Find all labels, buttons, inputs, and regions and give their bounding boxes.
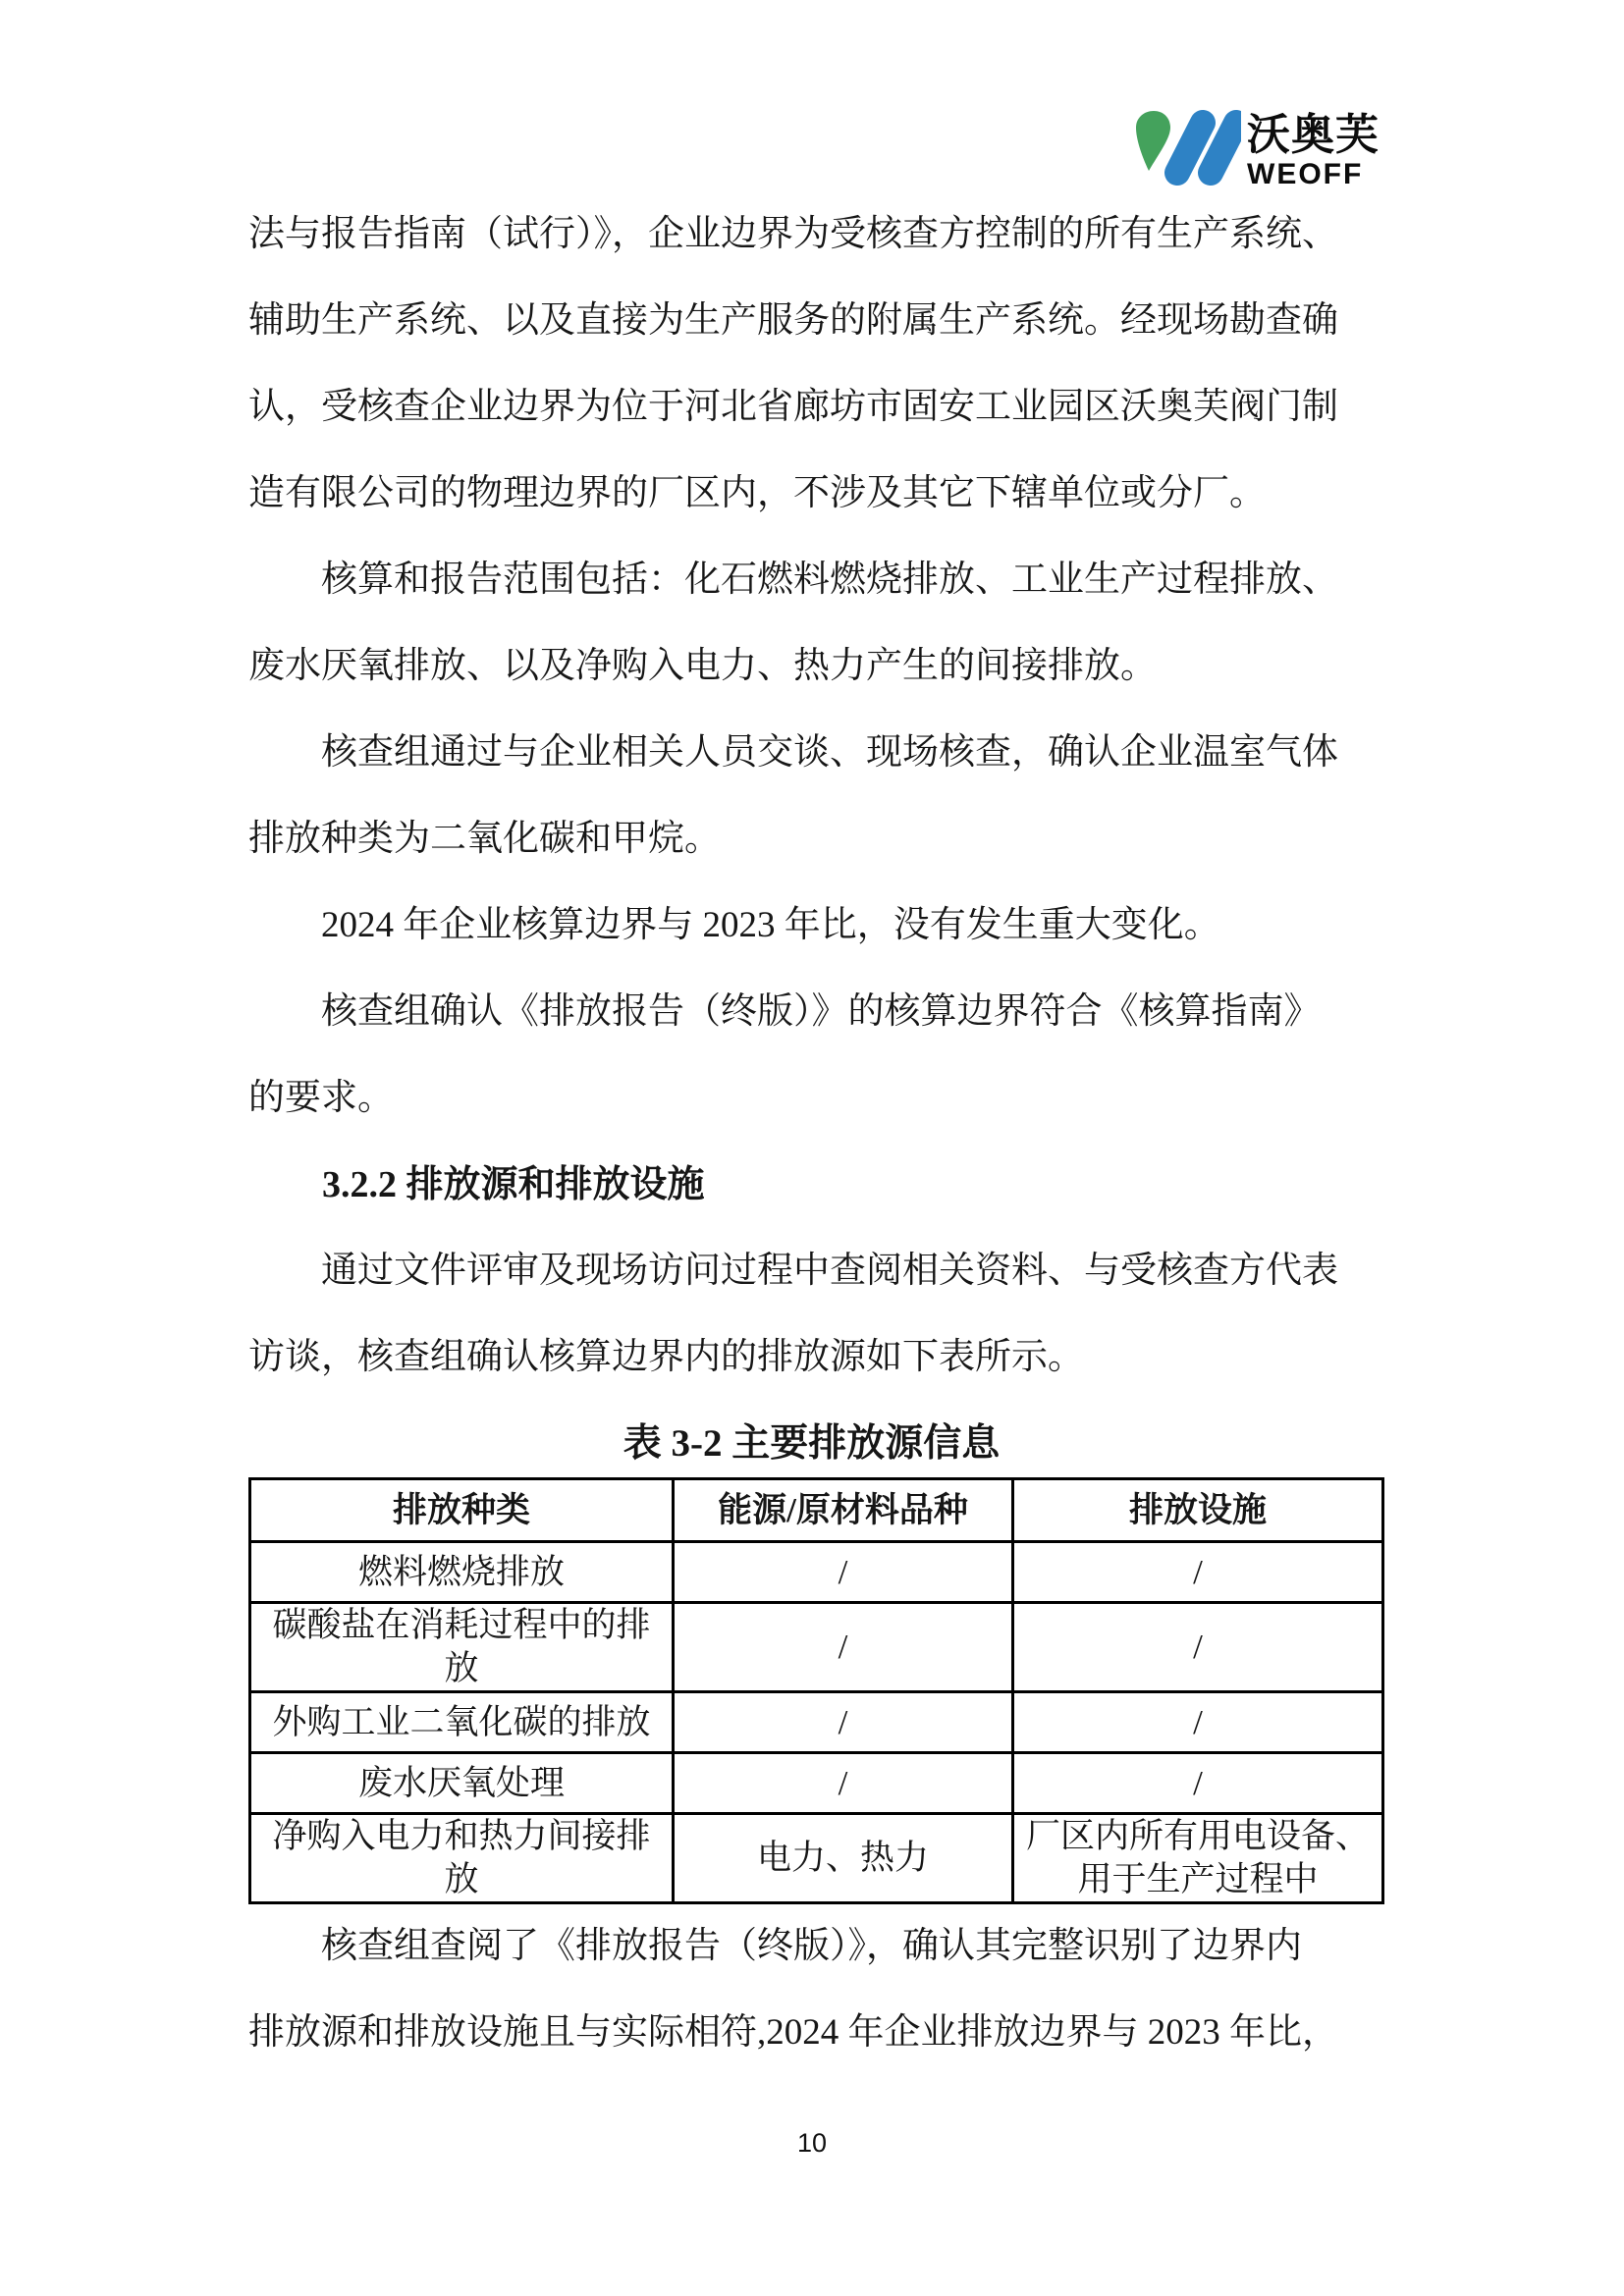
text-line: 核查组确认《排放报告（终版）》的核算边界符合《核算指南》 <box>321 991 1321 1032</box>
text-line: 通过文件评审及现场访问过程中查阅相关资料、与受核查方代表 <box>321 1251 1338 1291</box>
table-cell: / <box>674 1542 1013 1603</box>
table-row <box>250 1753 1383 1814</box>
text-line: 的要求。 <box>248 1078 394 1118</box>
table-cell: 碳酸盐在消耗过程中的排放 <box>250 1603 674 1692</box>
table-cell: 厂区内所有用电设备、用于生产过程中 <box>1013 1814 1383 1903</box>
paragraph-ghg-types <box>248 710 1375 882</box>
logo-green-drop <box>1136 111 1170 171</box>
table-row <box>250 1542 1383 1603</box>
paragraph-boundary-continuation <box>248 191 1375 537</box>
text-line: 核查组通过与企业相关人员交谈、现场核查，确认企业温室气体 <box>321 732 1338 773</box>
paragraph-boundary-confirm <box>248 969 1375 1142</box>
table-cell: / <box>1013 1692 1383 1753</box>
text-line: 访谈，核查组确认核算边界内的排放源如下表所示。 <box>248 1337 1084 1377</box>
table-cell: / <box>1013 1753 1383 1814</box>
table-row <box>250 1814 1383 1903</box>
table-cell: 外购工业二氧化碳的排放 <box>250 1692 674 1753</box>
table-row <box>250 1692 1383 1753</box>
table-header-cell: 排放设施 <box>1013 1479 1383 1542</box>
paragraph-scope <box>248 537 1375 710</box>
table-cell: 燃料燃烧排放 <box>250 1542 674 1603</box>
table-cell: 净购入电力和热力间接排放 <box>250 1814 674 1903</box>
text-line: 认，受核查企业边界为位于河北省廊坊市固安工业园区沃奥芙阀门制 <box>248 387 1338 427</box>
text-line: 排放源和排放设施且与实际相符,2024 年企业排放边界与 2023 年比， <box>248 2012 1338 2053</box>
logo-text <box>1247 111 1380 190</box>
text-line: 排放种类为二氧化碳和甲烷。 <box>248 819 721 859</box>
page-number: 10 <box>796 2128 828 2158</box>
text-line: 造有限公司的物理边界的厂区内，不涉及其它下辖单位或分厂。 <box>248 473 1266 513</box>
table-row <box>250 1603 1383 1692</box>
paragraph-closing <box>248 1903 1375 2076</box>
section-heading-322: 3.2.2 排放源和排放设施 <box>322 1164 705 1205</box>
table-header-cell: 排放种类 <box>250 1479 674 1542</box>
text-line: 废水厌氧排放、以及净购入电力、热力产生的间接排放。 <box>248 646 1157 686</box>
text-line: 辅助生产系统、以及直接为生产服务的附属生产系统。经现场勘查确 <box>248 300 1338 341</box>
table-cell: / <box>674 1753 1013 1814</box>
text-line: 核算和报告范围包括：化石燃料燃烧排放、工业生产过程排放、 <box>321 560 1338 600</box>
table-cell: / <box>1013 1603 1383 1692</box>
company-logo <box>1131 108 1380 190</box>
weoff-w-mark-icon <box>1131 108 1241 190</box>
paragraph-emission-sources <box>248 1228 1375 1401</box>
text-line: 2024 年企业核算边界与 2023 年比，没有发生重大变化。 <box>321 905 1220 945</box>
text-line: 核查组查阅了《排放报告（终版）》，确认其完整识别了边界内 <box>321 1926 1302 1966</box>
brand-name-english: WEOFF <box>1247 158 1364 190</box>
table-body <box>250 1542 1383 1903</box>
emission-sources-table <box>248 1477 1384 1904</box>
body-text <box>248 191 1375 1487</box>
table-cell: / <box>674 1692 1013 1753</box>
brand-name-chinese: 沃奥芙 <box>1247 111 1380 159</box>
table-header-cell: 能源/原材料品种 <box>674 1479 1013 1542</box>
table-cell: 电力、热力 <box>674 1814 1013 1903</box>
table-header-row <box>250 1479 1383 1542</box>
table-caption: 表 3-2 主要排放源信息 <box>623 1422 1001 1465</box>
table-cell: 废水厌氧处理 <box>250 1753 674 1814</box>
table-cell: / <box>1013 1542 1383 1603</box>
table-cell: / <box>674 1603 1013 1692</box>
paragraph-boundary-change <box>248 882 1375 969</box>
text-line: 法与报告指南（试行）》，企业边界为受核查方控制的所有生产系统、 <box>248 214 1338 254</box>
